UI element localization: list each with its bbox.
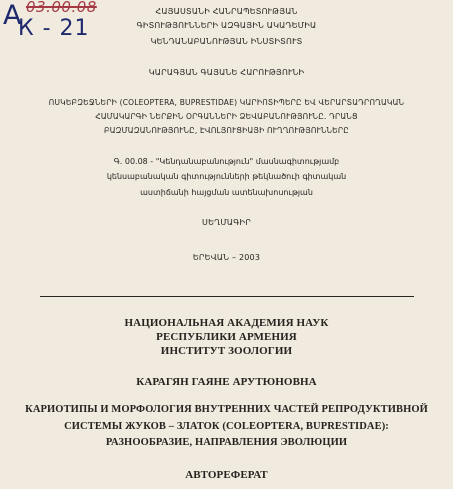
armenian-academy-line-2: ԳԻՏՈՒԹՅՈՒՆՆԵՐԻ ԱԶԳԱՅԻՆ ԱԿԱԴԵՄԻԱ [136,21,317,30]
armenian-title-line-1: ՈՍԿԵԲԶԵՋՆԵՐԻ (COLEOPTERA, BUPRESTIDAE) ԿԱՐԻՈՏԻՊԵՐԸ ԵՎ ՎԵՐԱՐՏԱԴՐՈՂԱԿԱՆ [48,98,405,107]
russian-title-line-2: СИСТЕМЫ ЖУКОВ – ЗЛАТОК (COLEOPTERA, BUPRESTIDAE): [64,421,389,432]
armenian-city-year: ԵՐԵՎԱՆ – 2003 [192,253,261,262]
russian-abstract-label: АВТОРЕФЕРАТ [185,469,268,481]
armenian-author: ԿԱՐԱԳՅԱՆ ԳԱՅԱՆԵ ՀԱՐՈՒԹՅՈՒՆԻ [148,68,305,77]
armenian-title-line-2: ՀԱՄԱԿԱՐԳԻ ՆԵՐՔԻՆ ՕՐԳԱՆՆԵՐԻ ՁԵՎԱԲԱՆՈՒԹՅՈՒՆԸ. ԴՐԱՆՑ [95,112,358,121]
handwritten-shelf-mark: К - 21 [18,16,90,41]
armenian-specialty-line-2: կենսաբանական գիտությունների թեկնածուի գիտական [106,172,347,181]
armenian-specialty-line-1: Գ. 00.08 - "Կենդանաբանություն" մասնագիտությամբ [113,157,340,166]
armenian-specialty-line-3: աստիճանի հայցման ատենախոսության [140,188,313,197]
russian-institute: ИНСТИТУТ ЗООЛОГИИ [160,345,293,357]
divider-rule [40,296,414,297]
armenian-institute: ԿԵՆԴԱՆԱԲԱՆՈՒԹՅԱՆ ԻՆՍՏԻՏՈՒՏ [150,37,303,46]
russian-title-line-1: КАРИОТИПЫ И МОРФОЛОГИЯ ВНУТРЕННИХ ЧАСТЕЙ РЕПРОДУКТИВНОЙ [25,404,428,415]
armenian-abstract-label: ՍԵՂՄԱԳԻՐ [202,218,251,227]
russian-republic: РЕСПУБЛИКИ АРМЕНИЯ [156,331,297,343]
armenian-academy-line: ՀԱՅԱՍՏԱՆԻ ՀԱՆՐԱՊԵՏՈՒԹՅԱՆ [155,7,298,16]
russian-author: КАРАГЯН ГАЯНЕ АРУТЮНОВНА [136,376,317,388]
handwritten-code-stamp: 03.00.08 [26,0,97,16]
russian-academy: НАЦИОНАЛЬНАЯ АКАДЕМИЯ НАУК [124,317,329,329]
russian-title-line-3: РАЗНООБРАЗИЕ, НАПРАВЛЕНИЯ ЭВОЛЮЦИИ [105,437,348,448]
armenian-title-line-3: ԲԱԶՄԱԶԱՆՈՒԹՅՈՒՆԸ, ԷՎՈԼՅՈՒՑԻԱՅԻ ՈՒՂՂՈՒԹՅՈՒՆՆԵՐԸ [104,126,349,135]
handwritten-letter: А [3,0,22,31]
